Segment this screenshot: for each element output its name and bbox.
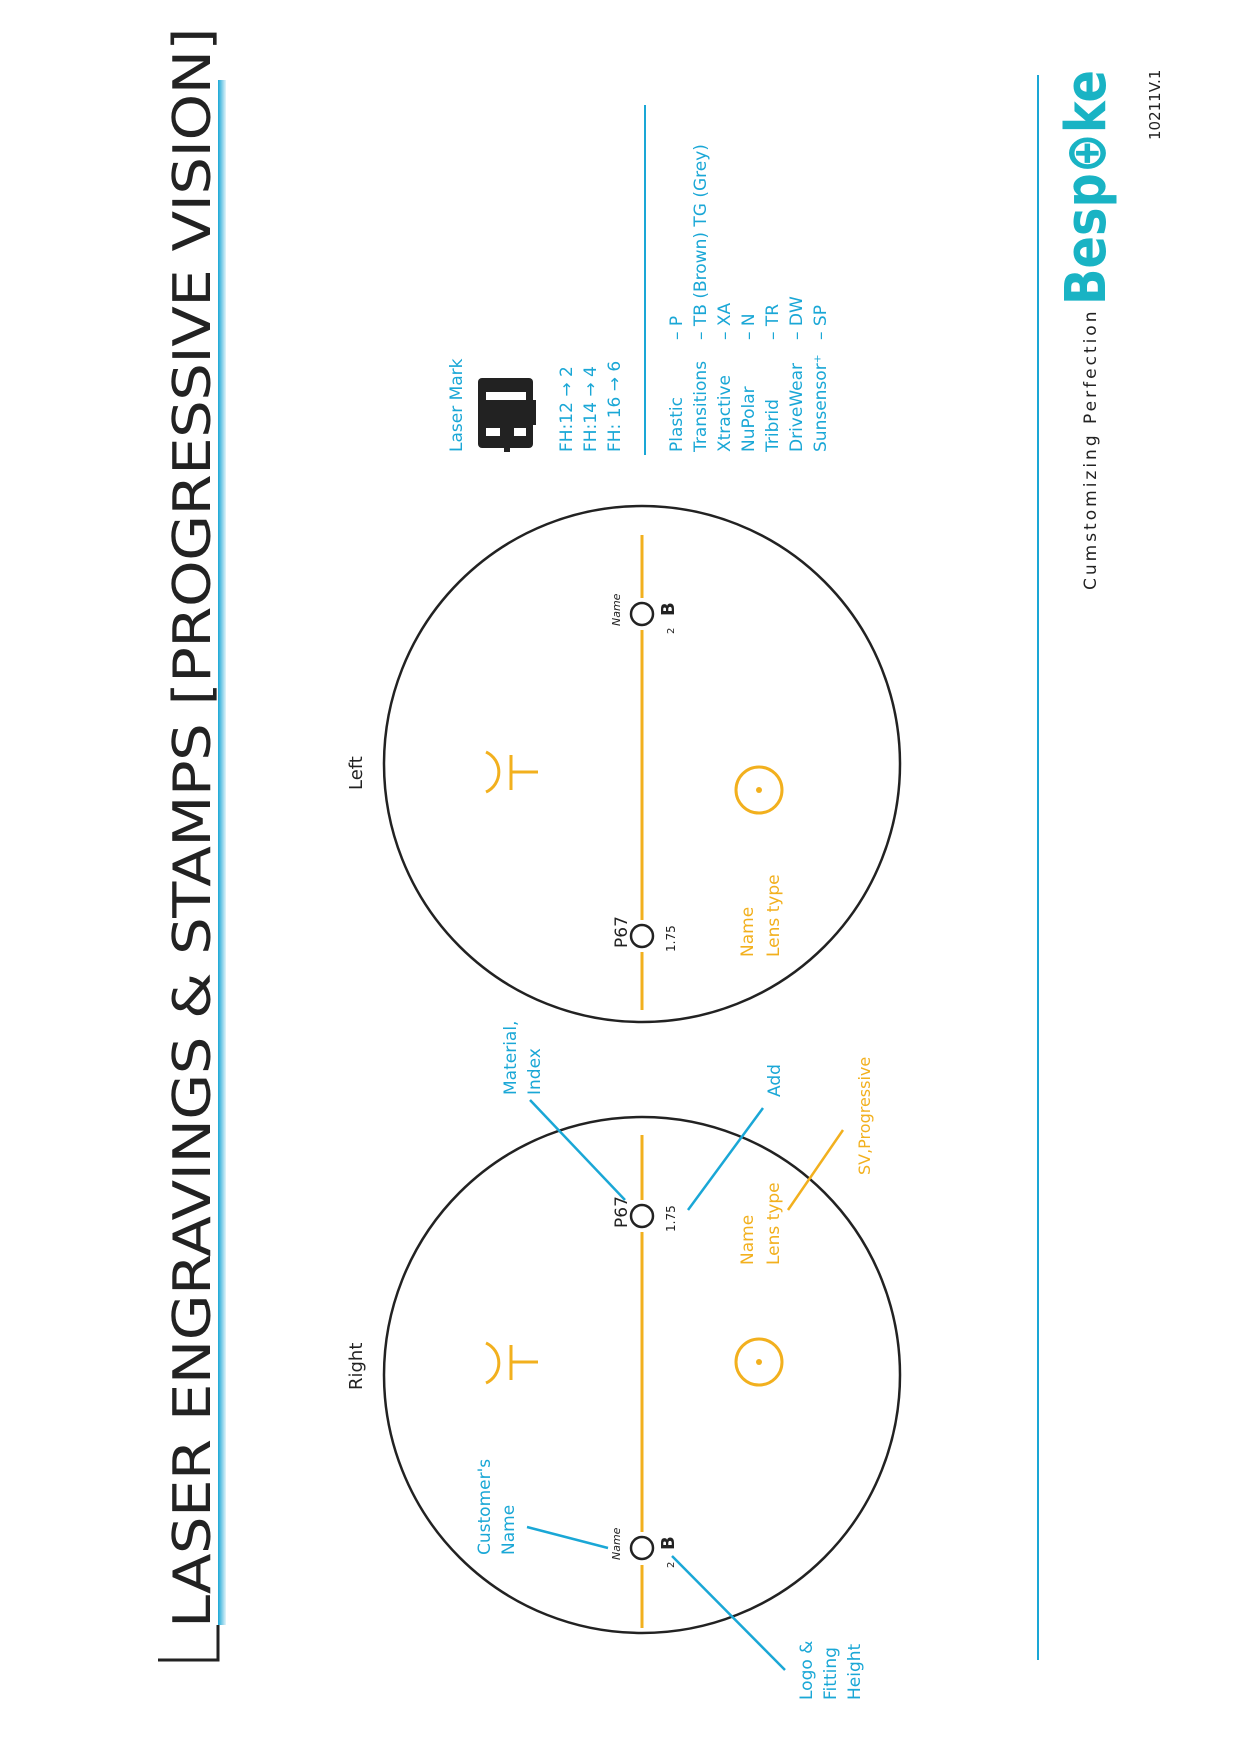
lens-type-name: Sunsensor⁺: [811, 354, 831, 452]
right-engraving-name: Name: [738, 1214, 758, 1265]
left-lens-label: Left: [346, 756, 367, 790]
right-temporal-circle: [631, 1537, 653, 1559]
right-material-stamp: P67: [612, 1196, 632, 1228]
right-nasal-circle: [631, 1205, 653, 1227]
left-engraving-name: Name: [738, 906, 758, 957]
lens-type-code: – SP: [811, 305, 831, 340]
legend-fh-14: FH:14 → 4: [581, 366, 601, 452]
legend-title: Laser Mark: [447, 358, 467, 452]
left-name-stamp: Name: [610, 593, 623, 626]
customer-name-leader: [527, 1527, 608, 1548]
right-logo-stamp: [658, 1536, 679, 1568]
callout-sv-progressive: SV,Progressive: [855, 1056, 874, 1175]
sv-progressive-leader: [788, 1130, 843, 1210]
right-arc-mark: [486, 1343, 499, 1383]
version-code: 10211V.1: [1146, 69, 1164, 140]
title-bracket: [158, 1625, 218, 1660]
callout-customer-name-line1: Customer's: [475, 1458, 495, 1555]
callout-logo-line3: Height: [845, 1643, 865, 1700]
right-logo-height: 2: [666, 1561, 677, 1568]
right-reading-dot: [756, 1359, 762, 1365]
left-logo-stamp: [658, 602, 679, 634]
callouts: [475, 1021, 874, 1700]
callout-customer-name-line2: Name: [499, 1504, 519, 1555]
lens-type-row: [715, 302, 735, 452]
lens-type-name: NuPolar: [739, 386, 759, 452]
left-material-stamp: P67: [612, 916, 632, 948]
legend-logo-mark: [478, 378, 536, 452]
brand-tagline: Cumstomizing Perfection: [1081, 308, 1101, 590]
right-lens-label: Right: [346, 1342, 367, 1390]
lens-type-row: [739, 313, 759, 452]
lens-type-list: [667, 144, 831, 453]
left-arc-mark: [486, 752, 499, 792]
brand-logo: Besp⊕ke: [1054, 30, 1119, 305]
lens-type-name: Plastic: [667, 397, 687, 452]
left-add-stamp: 1.75: [664, 925, 678, 952]
lens-type-code: – TB (Brown) TG (Grey): [691, 144, 711, 340]
right-engraving-lens-type: Lens type: [764, 1182, 784, 1265]
lens-type-name: DriveWear: [787, 362, 807, 452]
callout-material-line1: Material,: [501, 1020, 521, 1095]
left-lens-diagram: [346, 506, 900, 1022]
left-engraving-lens-type: Lens type: [764, 874, 784, 957]
lens-type-code: – XA: [715, 302, 735, 340]
lens-type-name: Tribrid: [763, 399, 783, 452]
title-block: [158, 28, 223, 1660]
callout-add: Add: [765, 1064, 785, 1097]
left-logo-height: 2: [666, 627, 677, 634]
title-underline: [218, 80, 226, 1625]
lens-type-code: – TR: [763, 303, 783, 340]
laser-mark-legend: [447, 105, 831, 455]
lens-type-code: – N: [739, 313, 759, 340]
right-lens-diagram: [346, 1117, 900, 1633]
lens-type-row: [667, 316, 687, 452]
legend-fh-16: FH: 16 → 6: [605, 360, 625, 452]
right-add-stamp: 1.75: [664, 1205, 678, 1232]
right-cross-mark: [511, 1345, 538, 1380]
lens-type-name: Xtractive: [715, 375, 735, 452]
lens-type-row: [811, 305, 831, 452]
lens-type-code: – DW: [787, 296, 807, 340]
left-reading-dot: [756, 787, 762, 793]
legend-fh-12: FH:12 → 2: [557, 366, 577, 452]
material-index-leader: [530, 1100, 625, 1200]
logo-fitting-leader: [672, 1556, 785, 1670]
right-logo-mark: B: [658, 1536, 679, 1550]
lens-type-code: – P: [667, 315, 687, 340]
callout-logo-line1: Logo &: [797, 1640, 817, 1700]
lens-type-row: [691, 144, 711, 453]
left-nasal-circle: [631, 925, 653, 947]
lens-type-row: [787, 296, 807, 452]
page-title: LASER ENGRAVINGS & STAMPS [PROGRESSIVE VISION]: [163, 225, 223, 1628]
callout-material-line2: Index: [525, 1048, 545, 1095]
right-name-stamp: Name: [610, 1527, 623, 1560]
callout-logo-line2: Fitting: [821, 1647, 841, 1700]
lens-type-row: [763, 304, 783, 453]
left-temporal-circle: [631, 603, 653, 625]
lens-type-name: Transitions: [691, 360, 711, 452]
left-logo-mark: B: [658, 602, 679, 616]
left-cross-mark: [511, 755, 538, 790]
